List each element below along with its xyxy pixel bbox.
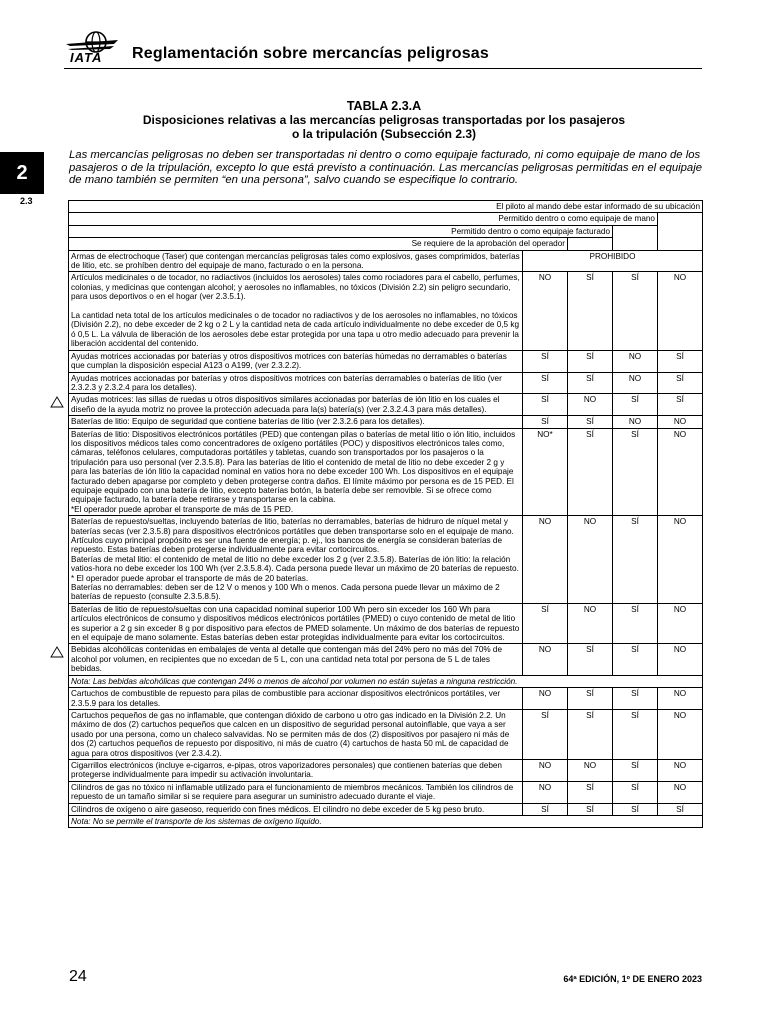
value-cell: SÍ bbox=[658, 372, 703, 394]
table-title-line1: TABLA 2.3.A bbox=[346, 99, 422, 113]
value-cell: NO bbox=[658, 272, 703, 350]
value-cell: SÍ bbox=[613, 272, 658, 350]
page-number: 24 bbox=[69, 968, 87, 985]
value-cell: NO bbox=[658, 781, 703, 803]
value-cell: SÍ bbox=[613, 781, 658, 803]
value-cell: SÍ bbox=[613, 603, 658, 644]
row-description: Ayudas motrices: las sillas de ruedas u otros dispositivos similares accionadas por baterías de ión litio en los cuales el diseño de la ayuda motriz no provee la protección adecuada para la(s) batería(s) (ver 2.3.2.4.3 para más detalles). bbox=[69, 394, 523, 416]
value-cell: NO bbox=[658, 688, 703, 710]
value-cell: SÍ bbox=[523, 350, 568, 372]
table-row bbox=[69, 416, 703, 428]
table-row bbox=[69, 759, 703, 781]
table-row bbox=[69, 250, 703, 272]
value-cell: NO bbox=[658, 416, 703, 428]
row-description: Cilindros de gas no tóxico ni inflamable utilizado para el funcionamiento de miembros mecánicos. También los cilindros de repuesto de un tamaño similar si se requiere para asegurar un suministro adecuado durante el viaje. bbox=[69, 781, 523, 803]
value-cell: SÍ bbox=[568, 803, 613, 815]
value-cell: NO bbox=[613, 416, 658, 428]
logo-text: IATA bbox=[70, 50, 103, 65]
header-approval: Se requiere de la aprobación del operador bbox=[69, 238, 568, 250]
value-cell: NO bbox=[658, 709, 703, 759]
dangerous-goods-table bbox=[68, 200, 703, 828]
table-row bbox=[69, 675, 703, 687]
table-note: Nota: Las bebidas alcohólicas que contengan 24% o menos de alcohol por volumen no están sujetas a ninguna restricción. bbox=[69, 675, 703, 687]
value-cell: NO bbox=[523, 759, 568, 781]
header-divider bbox=[64, 68, 702, 69]
value-cell: NO bbox=[523, 516, 568, 604]
value-cell: SÍ bbox=[613, 428, 658, 516]
value-cell: SÍ bbox=[568, 428, 613, 516]
header-checked: Permitido dentro o como equipaje facturado bbox=[69, 225, 613, 237]
row-description: Baterías de repuesto/sueltas, incluyendo baterías de litio, baterías no derramables, baterías de hidruro de níquel metal y baterías secas (ver 2.3.5.8) para dispositivos electrónicos portátiles que deben transportarse solo en el equipaje de mano. Artículos cuyo principal propósito es ser una fuente de energía; p. ej., los bancos de energía se consideran baterías de repuesto. Estas baterías deben protegerse individualmente para evitar cortocircuitos. Baterías de metal litio: el contenido de metal de litio no debe exceder los 2 g (ver 2.3.5.8). Baterías de ión litio: la relación vatios-hora no debe exceder los 100 Wh (ver 2.3.5.8.4). Cada persona puede llevar un máximo de 20 baterías de repuesto. * El operador puede aprobar el transporte de más de 20 baterías. Baterías no derramables: deben ser de 12 V o menos y 100 Wh o menos. Cada persona puede llevar un máximo de 2 baterías de repuesto (consulte 2.3.5.8.5). bbox=[69, 516, 523, 604]
row-description: Cartuchos de combustible de repuesto para pilas de combustible para accionar dispositivos electrónicos portátiles, ver 2.3.5.9 para los detalles. bbox=[69, 688, 523, 710]
table-row bbox=[69, 781, 703, 803]
value-cell: SÍ bbox=[568, 644, 613, 675]
section-number: 2.3 bbox=[20, 196, 33, 206]
table-title-line2: Disposiciones relativas a las mercancías peligrosas transportadas por los pasajeros bbox=[142, 113, 626, 127]
value-cell: SÍ bbox=[568, 709, 613, 759]
table-row bbox=[69, 603, 703, 644]
header-spacer bbox=[568, 238, 613, 250]
table-row bbox=[69, 372, 703, 394]
row-description: Baterías de litio: Dispositivos electrónicos portátiles (PED) que contengan pilas o baterías de metal litio o ión litio, incluidos los dispositivos médicos tales como concentradores de oxígeno portátiles (POC) y dispositivos electrónicos tales como, cámaras, teléfonos celulares, computadoras portátiles y tabletas, cuando son transportados por los pasajeros o la tripulación para uso personal (ver 2.3.5.8). Para las baterías de litio el contenido de metal de litio no debe exceder 2 g y para las baterías de ión litio la capacidad nominal en vatios hora no debe exceder 100 Wh. Los dispositivos en el equipaje facturado deben apagarse por completo y deben protegerse contra daños. El límite máximo por persona es de 15 PED. El equipaje equipado con una batería de litio, excepto baterías botón, la batería debe ser removible. Si se ofrece como equipaje facturado, la batería debe retirarse y transportarse en la cabina. *El operador puede aprobar el transporte de más de 15 PED. bbox=[69, 428, 523, 516]
row-description: Armas de electrochoque (Taser) que contengan mercancías peligrosas tales como explosivos, gases comprimidos, baterías de litio, etc. se prohíben dentro del equipaje de mano, facturado o en la persona. bbox=[69, 250, 523, 272]
row-description: Ayudas motrices accionadas por baterías y otros dispositivos motrices con baterías húmedas no derramables o baterías que cumplan la disposición especial A123 o A199, (ver 2.3.2.2). bbox=[69, 350, 523, 372]
value-cell: NO bbox=[568, 603, 613, 644]
row-description: Cartuchos pequeños de gas no inflamable, que contengan dióxido de carbono u otro gas indicado en la División 2.2. Un máximo de dos (2) cartuchos pequeños que calcen en un dispositivo de seguridad personal autoinflable, que vaya a ser usado por una persona, como un chaleco salvavidas. No se permiten más de dos (2) dispositivos por pasajero ni más de dos (2) cartuchos pequeños de repuesto por dispositivo, ni más de cuatro (4) cartuchos de hasta 50 mL de capacidad de agua para otros dispositivos (ver 2.3.4.2). bbox=[69, 709, 523, 759]
value-cell: SÍ bbox=[523, 372, 568, 394]
value-cell: NO bbox=[658, 644, 703, 675]
table-row bbox=[69, 709, 703, 759]
row-description: Baterías de litio: Equipo de seguridad que contiene baterías de litio (ver 2.3.2.6 para los detalles). bbox=[69, 416, 523, 428]
table-row bbox=[69, 272, 703, 350]
value-cell: SÍ bbox=[613, 803, 658, 815]
value-cell: SÍ bbox=[613, 709, 658, 759]
table-row bbox=[69, 350, 703, 372]
header-carry-on: Permitido dentro o como equipaje de mano bbox=[69, 213, 658, 225]
page-header-title: Reglamentación sobre mercancías peligrosas bbox=[132, 45, 489, 62]
row-description: Artículos medicinales o de tocador, no radiactivos (incluidos los aerosoles) tales como rociadores para el cabello, perfumes, colonias, y medicinas que contengan alcohol; y aerosoles no inflamables, no tóxicos (División 2.2) sin peligro secundario, para usos deportivos o en el hogar (ver 2.3.5.1). La cantidad neta total de los artículos medicinales o de tocador no radiactivos y de los aerosoles no inflamables, no tóxicos (División 2.2), no debe exceder de 2 kg o 2 L y la cantidad neta de cada artículo individualmente no debe exceder de 0,5 kg ó 0,5 L. La válvula de liberación de los aerosoles debe estar protegida por una tapa u otro medio adecuado para prevenir la liberación accidental del contenido. bbox=[69, 272, 523, 350]
row-description: Bebidas alcohólicas contenidas en embalajes de venta al detalle que contengan más del 24% pero no más del 70% de alcohol por volumen, en recipientes que no excedan de 5 L, con una cantidad neta total por persona de 5 L de tales bebidas. bbox=[69, 644, 523, 675]
value-cell: NO bbox=[613, 350, 658, 372]
value-cell: SÍ bbox=[613, 516, 658, 604]
value-cell: NO bbox=[658, 759, 703, 781]
row-description: Cigarrillos electrónicos (incluye e-cigarros, e-pipas, otros vaporizadores personales) que contienen baterías que deben protegerse individualmente para impedir su activación involuntaria. bbox=[69, 759, 523, 781]
change-triangle-icon bbox=[50, 646, 64, 658]
value-cell: SÍ bbox=[523, 709, 568, 759]
table-row bbox=[69, 803, 703, 815]
row-description: Baterías de litio de repuesto/sueltas con una capacidad nominal superior 100 Wh pero sin exceder los 160 Wh para artículos electrónicos de consumo y dispositivos médicos electrónicos portátiles (PMED) o cuyo contenido de metal de litio es superior a 2 g sin exceder 8 g por dispositivo para efectos de PMED solamente. Un máximo de dos baterías de repuesto en el equipaje de mano solamente. Estas baterías deben estar protegidas individualmente para evitar los cortocircuitos. bbox=[69, 603, 523, 644]
table-row bbox=[69, 815, 703, 827]
chapter-tab: 2 bbox=[0, 152, 44, 194]
value-cell: NO bbox=[658, 428, 703, 516]
table-note: Nota: No se permite el transporte de los sistemas de oxígeno líquido. bbox=[69, 815, 703, 827]
table-row bbox=[69, 644, 703, 675]
value-cell: NO bbox=[568, 516, 613, 604]
row-description: Cilindros de oxígeno o aire gaseoso, requerido con fines médicos. El cilindro no debe exceder de 5 kg peso bruto. bbox=[69, 803, 523, 815]
value-cell: SÍ bbox=[568, 781, 613, 803]
value-cell: NO bbox=[568, 394, 613, 416]
value-cell: SÍ bbox=[523, 416, 568, 428]
value-cell: SÍ bbox=[568, 416, 613, 428]
value-cell: SÍ bbox=[613, 644, 658, 675]
edition-footer: 64ª EDICIÓN, 1º DE ENERO 2023 bbox=[563, 974, 702, 984]
table-row bbox=[69, 688, 703, 710]
value-cell: SÍ bbox=[523, 394, 568, 416]
value-cell: NO bbox=[523, 781, 568, 803]
table-row bbox=[69, 428, 703, 516]
value-cell: SÍ bbox=[568, 688, 613, 710]
value-cell: NO bbox=[523, 688, 568, 710]
value-cell: SÍ bbox=[658, 803, 703, 815]
header-pilot: El piloto al mando debe estar informado de su ubicación bbox=[69, 201, 703, 213]
value-cell: SÍ bbox=[658, 394, 703, 416]
header-spacer bbox=[658, 213, 703, 250]
header-spacer bbox=[613, 225, 658, 250]
table-row bbox=[69, 516, 703, 604]
value-cell: SÍ bbox=[613, 688, 658, 710]
value-cell: SÍ bbox=[568, 372, 613, 394]
value-cell: SÍ bbox=[568, 350, 613, 372]
value-cell: NO bbox=[523, 272, 568, 350]
value-cell: SÍ bbox=[613, 394, 658, 416]
value-cell: SÍ bbox=[568, 272, 613, 350]
value-cell: SÍ bbox=[523, 803, 568, 815]
value-cell: NO bbox=[568, 759, 613, 781]
table-title bbox=[66, 99, 702, 141]
table-row bbox=[69, 394, 703, 416]
change-triangle-icon bbox=[50, 396, 64, 408]
table-title-line3: o la tripulación (Subsección 2.3) bbox=[291, 127, 477, 141]
value-cell: NO bbox=[613, 372, 658, 394]
value-cell: SÍ bbox=[658, 350, 703, 372]
value-cell: SÍ bbox=[523, 603, 568, 644]
intro-paragraph: Las mercancías peligrosas no deben ser transportadas ni dentro o como equipaje facturado, ni como equipaje de mano de los pasajeros o de la tripulación, excepto lo que está previsto a continuación. Las mercancías peligrosas permitidas en el equipaje de mano también se permiten “en una persona”, salvo cuando se especifique lo contrario. bbox=[69, 149, 703, 187]
value-cell: NO* bbox=[523, 428, 568, 516]
prohibited-cell: PROHIBIDO bbox=[523, 250, 703, 272]
row-description: Ayudas motrices accionadas por baterías y otros dispositivos motrices con baterías derramables o baterías de litio (ver 2.3.2.3 y 2.3.2.4 para los detalles). bbox=[69, 372, 523, 394]
value-cell: NO bbox=[658, 603, 703, 644]
value-cell: NO bbox=[658, 516, 703, 604]
value-cell: NO bbox=[523, 644, 568, 675]
value-cell: SÍ bbox=[613, 759, 658, 781]
